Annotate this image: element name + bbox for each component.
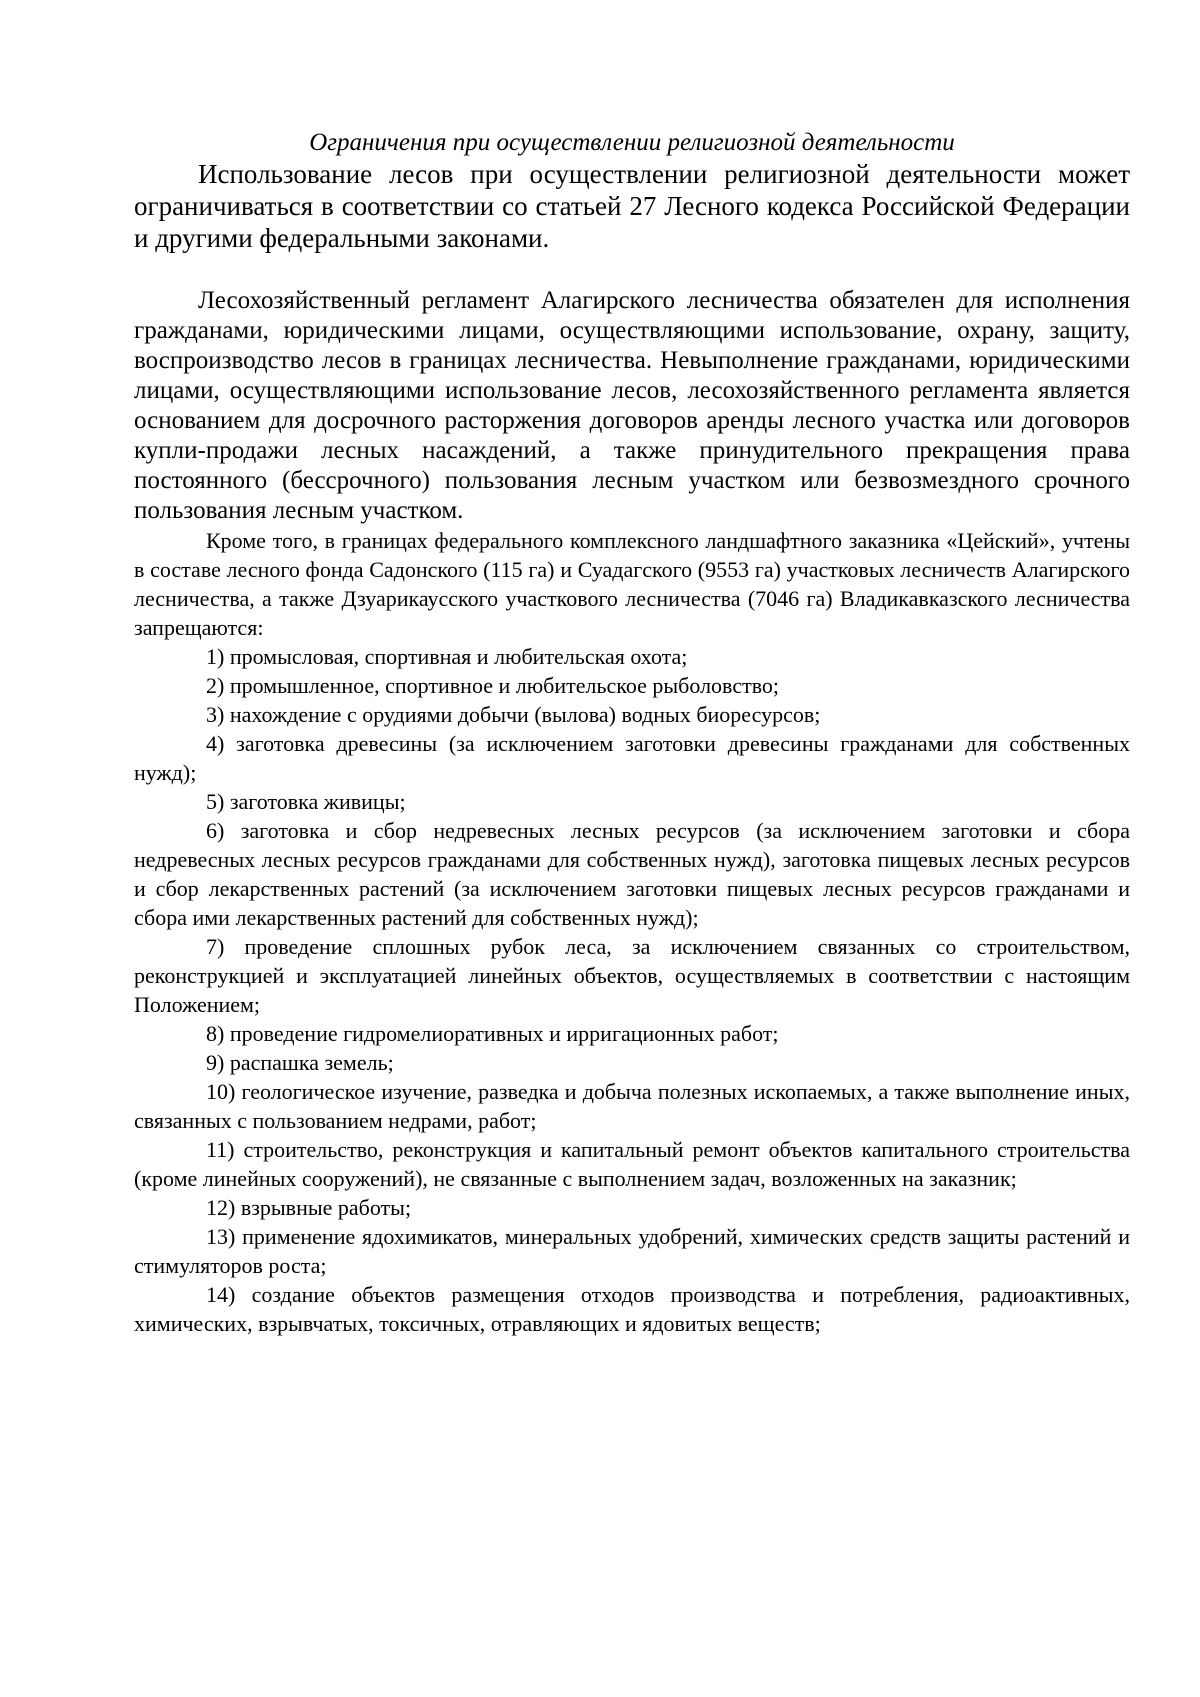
regulation-section xyxy=(134,286,1130,526)
list-item: 10) геологическое изучение, разведка и добыча полезных ископаемых, а также выполнение иных, связанных с пользованием недрами, работ; xyxy=(134,1079,1130,1133)
religious-activity-section xyxy=(134,158,1130,254)
body-paragraph: Использование лесов при осуществлении религиозной деятельности может ограничиваться в соответствии со статьей 27 Лесного кодекса Российской Федерации и другими федеральными законами. xyxy=(134,159,1130,253)
list-item: 7) проведение сплошных рубок леса, за исключением связанных со строительством, реконструкцией и эксплуатацией линейных объектов, осуществляемых в соответствии с настоящим Положением; xyxy=(134,934,1130,1017)
list-item: 3) нахождение с орудиями добычи (вылова) водных биоресурсов; xyxy=(206,702,821,727)
list-item: 2) промышленное, спортивное и любительское рыболовство; xyxy=(206,673,780,698)
section-heading: Ограничения при осуществлении религиозной деятельности xyxy=(309,129,955,156)
list-item: 4) заготовка древесины (за исключением заготовки древесины гражданами для собственных нужд); xyxy=(134,731,1130,785)
list-item: 14) создание объектов размещения отходов производства и потребления, радиоактивных, химических, взрывчатых, токсичных, отравляющих и ядовитых веществ; xyxy=(134,1282,1130,1336)
list-item: 13) применение ядохимикатов, минеральных удобрений, химических средств защиты растений и стимуляторов роста; xyxy=(134,1224,1130,1278)
document-content xyxy=(134,128,1130,1338)
list-item: 6) заготовка и сбор недревесных лесных ресурсов (за исключением заготовки и сбора недревесных лесных ресурсов гражданами для собственных нужд), заготовка пищевых лесных ресурсов и сбор лекарственных растений (за исключением заготовки пищевых лесных ресурсов гражданами и сбора ими лекарственных растений для собственных нужд); xyxy=(134,818,1130,930)
list-item: 1) промысловая, спортивная и любительская охота; xyxy=(206,644,688,669)
paragraph-spacer xyxy=(134,254,1130,286)
list-item: 11) строительство, реконструкция и капитальный ремонт объектов капитального строительства (кроме линейных сооружений), не связанные с выполнением задач, возложенных на заказник; xyxy=(134,1137,1130,1191)
list-item: 9) распашка земель; xyxy=(206,1050,394,1075)
intro-paragraph: Кроме того, в границах федерального комплексного ландшафтного заказника «Цейский», учтены в составе лесного фонда Садонского (115 га) и Суадагского (9553 га) участковых лесничеств Алагирского лесничества, а также Дзуарикаусского участкового лесничества (7046 га) Владикавказского лесничества запрещаются: xyxy=(134,528,1130,640)
reserve-prohibitions-section xyxy=(134,526,1130,1338)
list-item: 5) заготовка живицы; xyxy=(206,789,406,814)
body-paragraph: Лесохозяйственный регламент Алагирского лесничества обязателен для исполнения гражданами, юридическими лицами, осуществляющими использование, охрану, защиту, воспроизводство лесов в границах лесничества. Невыполнение гражданами, юридическими лицами, осуществляющими использование лесов, лесохозяйственного регламента является основанием для досрочного расторжения договоров аренды лесного участка или договоров купли-продажи лесных насаждений, а также принудительного прекращения права постоянного (бессрочного) пользования лесным участком или безвозмездного срочного пользования лесным участком. xyxy=(134,287,1130,524)
list-item: 12) взрывные работы; xyxy=(206,1195,412,1220)
list-item: 8) проведение гидромелиоративных и ирригационных работ; xyxy=(206,1021,779,1046)
